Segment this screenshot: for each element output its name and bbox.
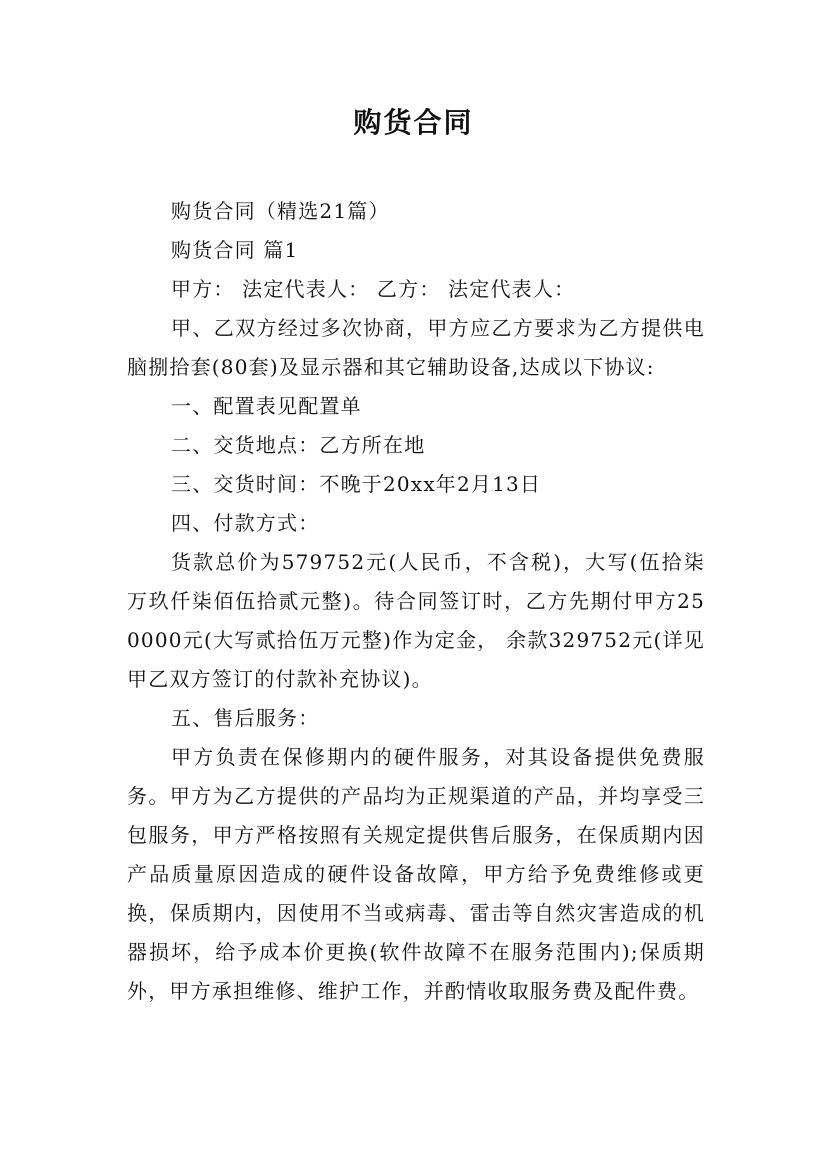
- paragraph-clause-2: 二、交货地点：乙方所在地: [171, 433, 426, 457]
- paragraph-service-details: 甲方负责在保修期内的硬件服务，对其设备提供免费服务。甲方为乙方提供的产品均为正规渠道的产品，并均享受三包服务，甲方严格按照有关规定提供售后服务，在保质期内因产品质量原因造成的硬件设备故障，甲方给予免费维修或更换，保质期内，因使用不当或病毒、雷击等自然灾害造成的机器损坏，给予成本价更换(软件故障不在服务范围内);保质期外，甲方承担维修、维护工作，并酌情收取服务费及配件费。: [127, 745, 705, 1003]
- paragraph-payment-details: 货款总价为579752元(人民币，不含税)，大写(伍拾柒万玖仟柒佰伍拾贰元整)。待合同签订时，乙方先期付甲方250000元(大写贰拾伍万元整)作为定金， 余款329752元(详见甲乙双方签订的付款补充协议)。: [127, 550, 705, 691]
- paragraph-clause-3: 三、交货时间：不晚于20xx年2月13日: [171, 472, 542, 496]
- paragraph-parties: 甲方： 法定代表人： 乙方： 法定代表人：: [171, 277, 576, 301]
- paragraph-preamble: 甲、乙双方经过多次协商，甲方应乙方要求为乙方提供电脑捌拾套(80套)及显示器和其它辅助设备,达成以下协议:: [127, 316, 705, 379]
- paragraph-section-heading: 购货合同 篇1: [171, 238, 299, 262]
- paragraph-clause-4: 四、付款方式：: [171, 511, 320, 535]
- document-body: [127, 192, 705, 1011]
- document-title: 购货合同: [353, 106, 474, 139]
- paragraph-clause-1: 一、配置表见配置单: [171, 394, 362, 418]
- paragraph-clause-5: 五、售后服务：: [171, 706, 320, 730]
- paragraph-subtitle: 购货合同（精选21篇）: [171, 199, 390, 223]
